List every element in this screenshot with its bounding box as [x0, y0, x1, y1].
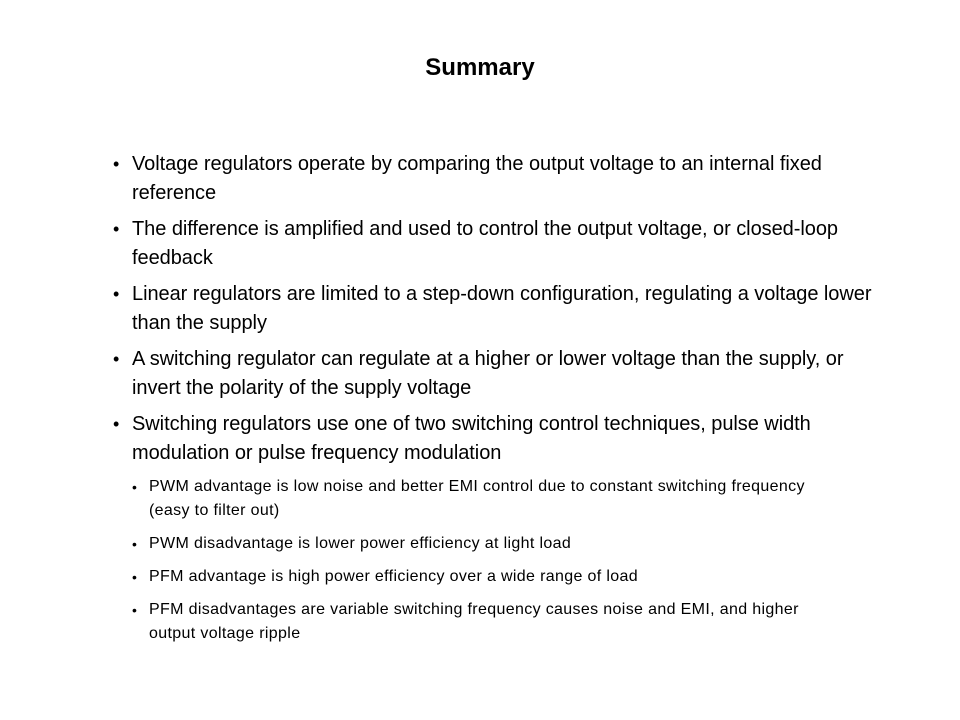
slide-title: Summary: [425, 54, 535, 81]
bullet-text: The difference is amplified and used to control the output voltage, or closed-loop feedback: [132, 218, 838, 269]
bullet-item: [113, 150, 872, 208]
slide-content: [113, 150, 873, 655]
sub-bullet-list: [132, 475, 873, 646]
sub-bullet-text: PWM advantage is low noise and better EMI control due to constant switching frequency (easy to filter out): [149, 478, 805, 519]
bullet-marker-icon: •: [113, 284, 120, 304]
bullet-text: A switching regulator can regulate at a higher or lower voltage than the supply, or invert the polarity of the supply voltage: [132, 348, 844, 399]
sub-bullet-text: PFM advantage is high power efficiency over a wide range of load: [149, 568, 639, 585]
bullet-marker-icon: •: [113, 349, 120, 369]
bullet-list: [113, 150, 873, 468]
bullet-item: [113, 280, 872, 338]
sub-bullet-marker-icon: •: [132, 536, 138, 552]
sub-bullet-item: [132, 565, 849, 589]
sub-bullet-item: [132, 475, 849, 523]
bullet-marker-icon: •: [113, 154, 120, 174]
sub-bullet-item: [132, 532, 849, 556]
bullet-item: [113, 345, 872, 403]
bullet-text: Linear regulators are limited to a step-down configuration, regulating a voltage lower than the supply: [132, 283, 872, 334]
sub-bullet-text: PFM disadvantages are variable switching frequency causes noise and EMI, and higher output voltage ripple: [149, 601, 799, 642]
bullet-marker-icon: •: [113, 414, 120, 434]
sub-bullet-item: [132, 598, 849, 646]
sub-bullet-marker-icon: •: [132, 602, 138, 618]
bullet-text: Switching regulators use one of two switching control techniques, pulse width modulation or pulse frequency modulation: [132, 413, 811, 464]
sub-bullet-marker-icon: •: [132, 479, 138, 495]
sub-bullet-marker-icon: •: [132, 569, 138, 585]
bullet-item: [113, 410, 872, 468]
bullet-item: [113, 215, 872, 273]
bullet-text: Voltage regulators operate by comparing the output voltage to an internal fixed reference: [132, 153, 822, 204]
bullet-marker-icon: •: [113, 219, 120, 239]
sub-bullet-text: PWM disadvantage is lower power efficiency at light load: [149, 535, 572, 552]
